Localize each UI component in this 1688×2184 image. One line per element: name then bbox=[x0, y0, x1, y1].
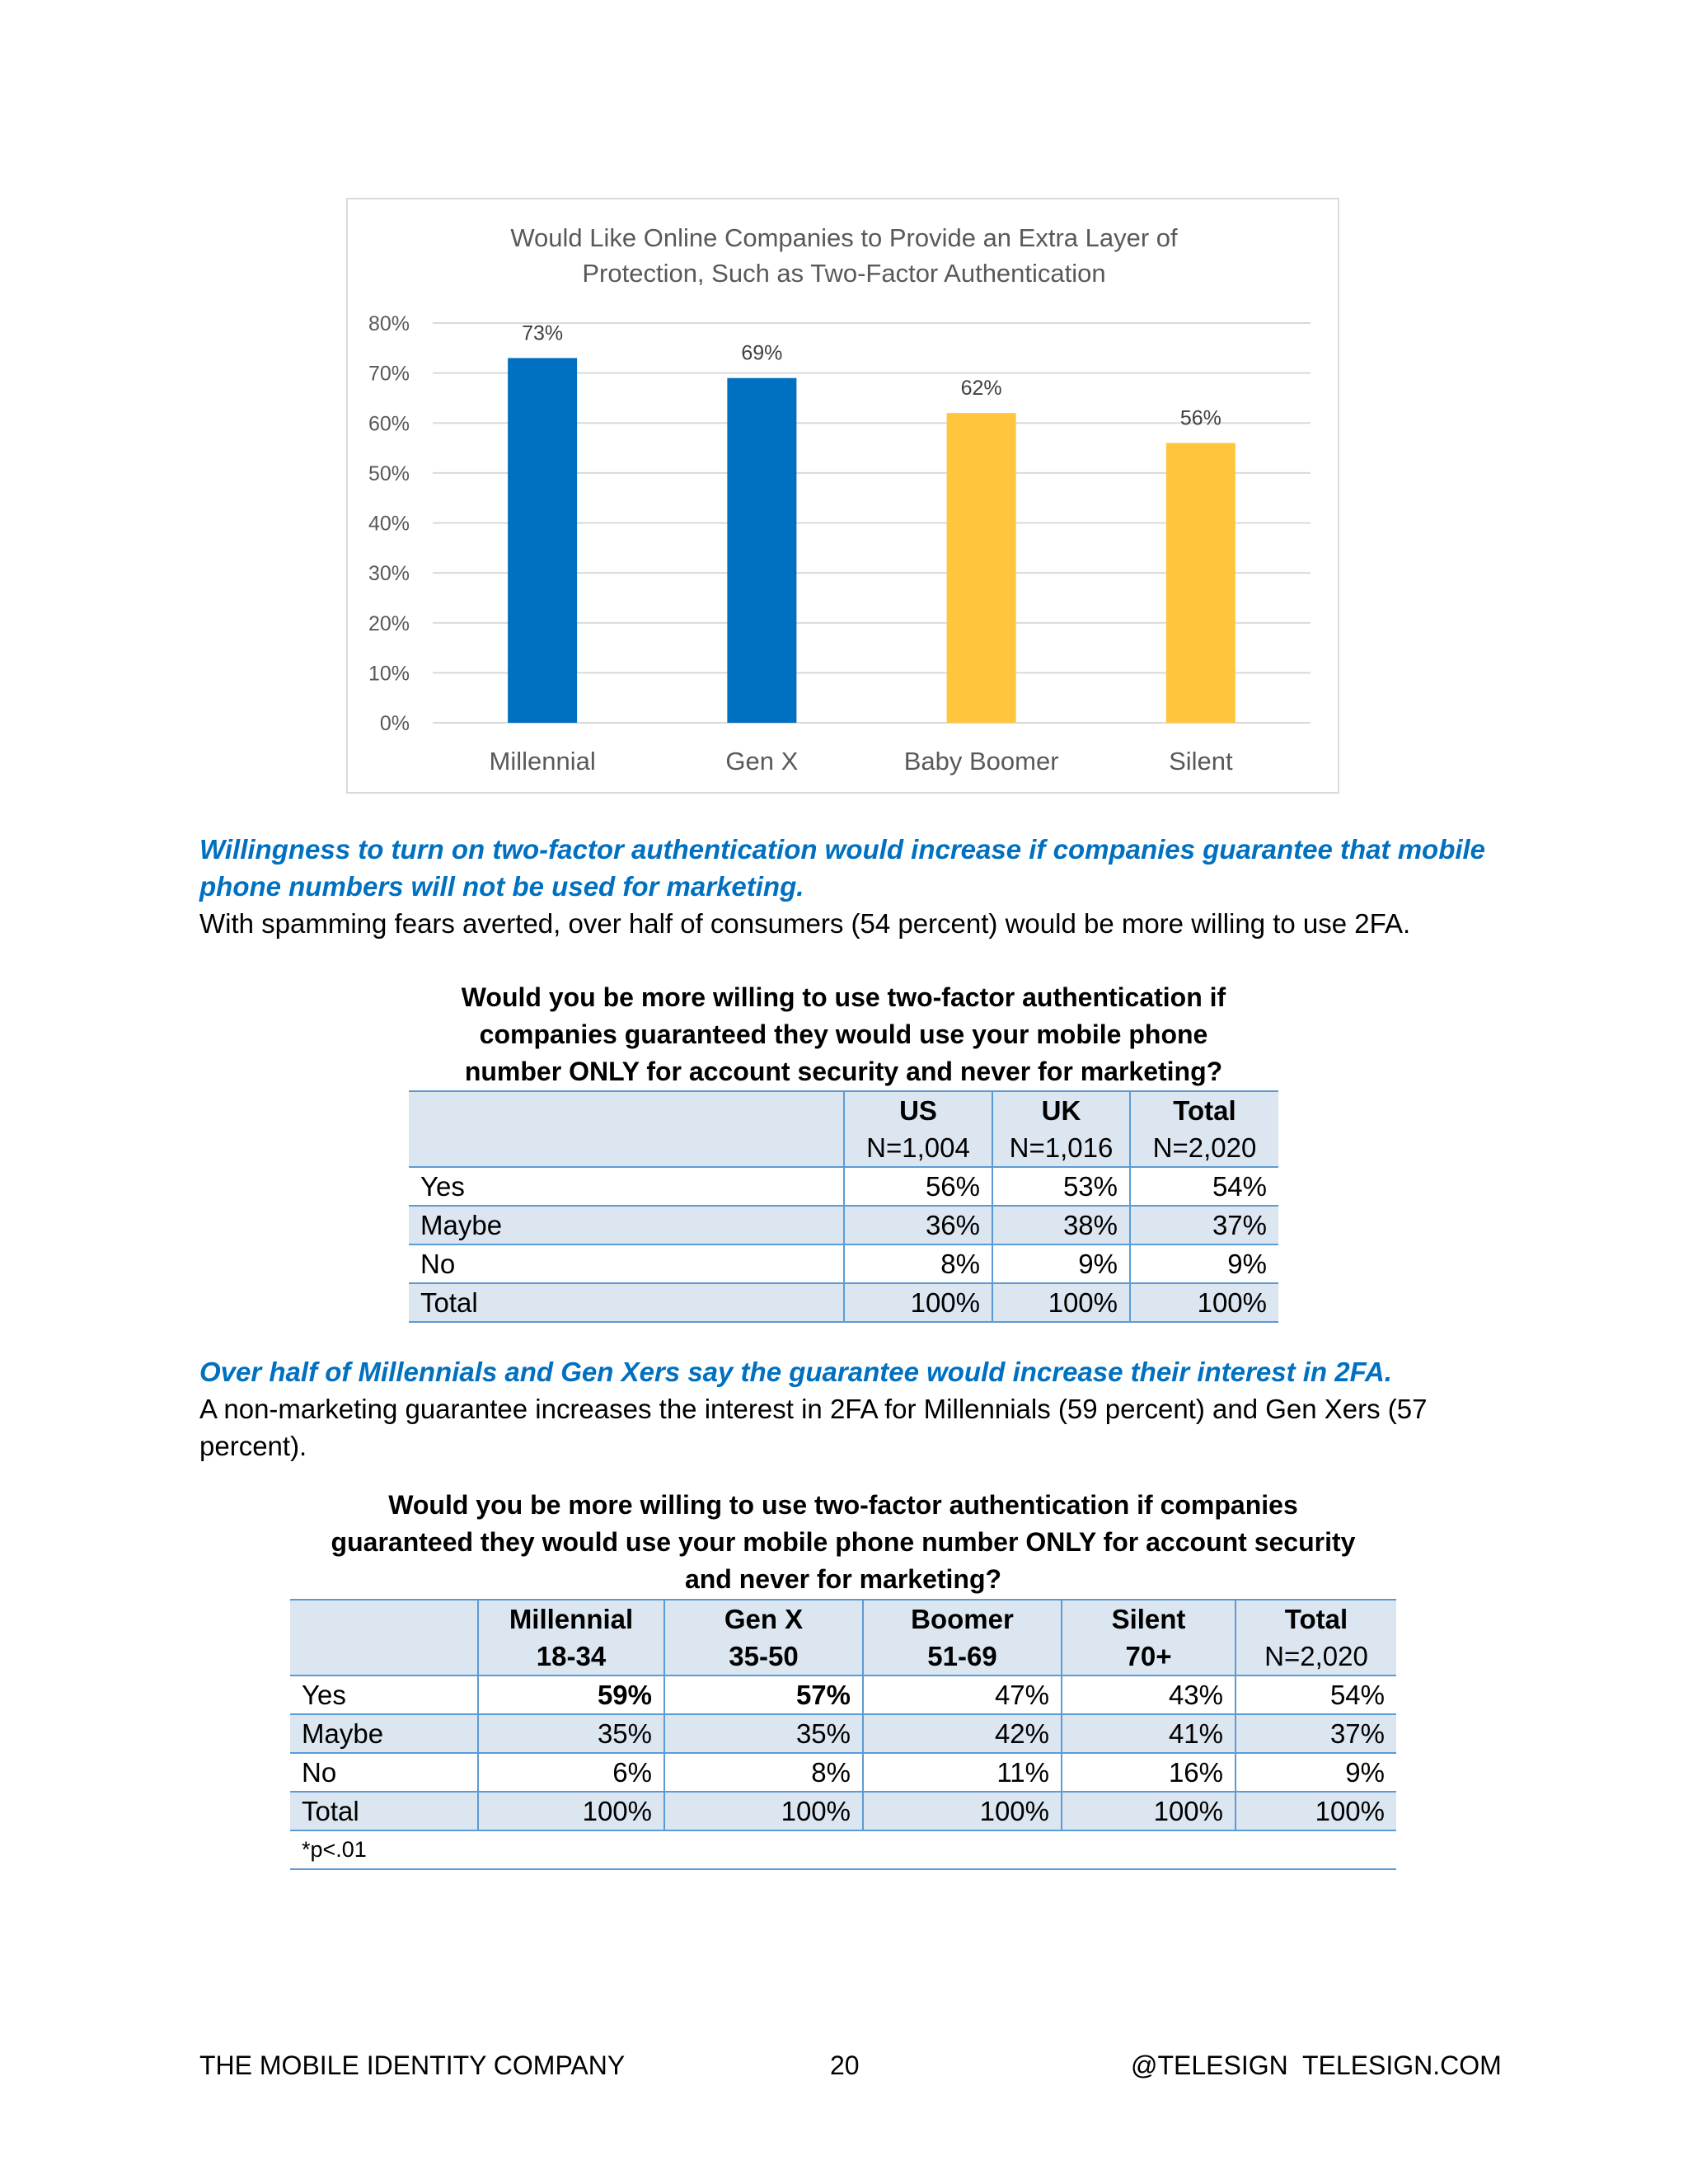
table1-col-header: Total bbox=[1130, 1091, 1278, 1129]
bar bbox=[1166, 443, 1236, 724]
table2-col-header: Gen X bbox=[664, 1600, 863, 1638]
x-tick-label: Gen X bbox=[725, 747, 799, 776]
section1-heading-line2: phone numbers will not be used for marketing. bbox=[199, 871, 804, 902]
table-row bbox=[290, 1753, 1396, 1792]
cell: 100% bbox=[1236, 1792, 1396, 1830]
y-tick-label: 50% bbox=[368, 462, 410, 485]
row-label: Yes bbox=[409, 1167, 844, 1206]
chart-title-line: Would Like Online Companies to Provide an Extra Layer of bbox=[510, 223, 1178, 252]
section1-body: With spamming fears averted, over half of consumers (54 percent) would be more willing to use 2FA. bbox=[199, 908, 1411, 939]
cell: 59% bbox=[478, 1675, 664, 1714]
chart-title-line: Protection, Such as Two-Factor Authentication bbox=[582, 259, 1106, 288]
section2-body-line1: A non-marketing guarantee increases the interest in 2FA for Millennials (59 percent) and Gen Xers (57 bbox=[199, 1394, 1428, 1424]
cell: 47% bbox=[863, 1675, 1062, 1714]
table1-title-line: number ONLY for account security and never for marketing? bbox=[464, 1057, 1223, 1086]
cell: 100% bbox=[1130, 1283, 1278, 1322]
y-tick-label: 20% bbox=[368, 612, 410, 635]
data-label: 69% bbox=[741, 341, 783, 365]
cell: 8% bbox=[664, 1753, 863, 1792]
table1-col-header: UK bbox=[992, 1091, 1130, 1129]
bar bbox=[508, 358, 577, 723]
cell: 56% bbox=[844, 1167, 992, 1206]
bar bbox=[947, 413, 1016, 723]
cell: 9% bbox=[1130, 1244, 1278, 1283]
x-tick-label: Millennial bbox=[489, 747, 596, 776]
bar-chart bbox=[346, 198, 1339, 794]
table2-corner bbox=[290, 1638, 478, 1675]
table2-title bbox=[290, 1487, 1396, 1598]
table2-col-sub: 70+ bbox=[1062, 1638, 1236, 1675]
row-label: Total bbox=[409, 1283, 844, 1322]
x-tick-label: Baby Boomer bbox=[903, 747, 1059, 776]
data-label: 73% bbox=[522, 321, 564, 345]
table-row bbox=[409, 1283, 1278, 1322]
footer-company: THE MOBILE IDENTITY COMPANY bbox=[199, 2050, 626, 2080]
table1-corner bbox=[409, 1091, 844, 1129]
cell: 37% bbox=[1130, 1206, 1278, 1244]
cell: 43% bbox=[1062, 1675, 1236, 1714]
cell: 11% bbox=[863, 1753, 1062, 1792]
table2-col-header: Millennial bbox=[478, 1600, 664, 1638]
table-row bbox=[409, 1167, 1278, 1206]
significance-note: *p<.01 bbox=[290, 1830, 1396, 1869]
table-row bbox=[290, 1675, 1396, 1714]
cell: 42% bbox=[863, 1714, 1062, 1753]
table1-col-header: US bbox=[844, 1091, 992, 1129]
table1-col-n: N=1,016 bbox=[992, 1129, 1130, 1167]
cell: 36% bbox=[844, 1206, 992, 1244]
table2-col-header: Silent bbox=[1062, 1600, 1236, 1638]
cell: 9% bbox=[1236, 1753, 1396, 1792]
y-tick-label: 70% bbox=[368, 362, 410, 386]
cell: 100% bbox=[478, 1792, 664, 1830]
y-tick-label: 10% bbox=[368, 662, 410, 686]
cell: 38% bbox=[992, 1206, 1130, 1244]
cell: 100% bbox=[844, 1283, 992, 1322]
row-label: Maybe bbox=[290, 1714, 478, 1753]
table2 bbox=[290, 1599, 1396, 1870]
y-tick-label: 30% bbox=[368, 562, 410, 586]
table2-corner bbox=[290, 1600, 478, 1638]
bar bbox=[727, 378, 796, 723]
table1-title-line: companies guaranteed they would use your mobile phone bbox=[479, 1019, 1208, 1049]
table2-col-sub: N=2,020 bbox=[1236, 1638, 1396, 1675]
table1 bbox=[409, 1090, 1278, 1323]
footer-page-number: 20 bbox=[830, 2050, 860, 2080]
data-label: 62% bbox=[960, 377, 1002, 401]
cell: 8% bbox=[844, 1244, 992, 1283]
cell: 16% bbox=[1062, 1753, 1236, 1792]
cell: 53% bbox=[992, 1167, 1130, 1206]
row-label: No bbox=[290, 1753, 478, 1792]
cell: 100% bbox=[1062, 1792, 1236, 1830]
y-tick-label: 60% bbox=[368, 412, 410, 436]
cell: 100% bbox=[664, 1792, 863, 1830]
table2-col-sub: 51-69 bbox=[863, 1638, 1062, 1675]
cell: 57% bbox=[664, 1675, 863, 1714]
table2-col-header: Total bbox=[1236, 1600, 1396, 1638]
footer-site: TELESIGN.COM bbox=[1302, 2050, 1502, 2080]
table1-col-n: N=2,020 bbox=[1130, 1129, 1278, 1167]
cell: 35% bbox=[478, 1714, 664, 1753]
table2-title-line: and never for marketing? bbox=[684, 1564, 1002, 1594]
table-row bbox=[409, 1244, 1278, 1283]
chart-svg bbox=[348, 199, 1341, 795]
table-row bbox=[290, 1792, 1396, 1830]
cell: 100% bbox=[992, 1283, 1130, 1322]
row-label: Total bbox=[290, 1792, 478, 1830]
row-label: No bbox=[409, 1244, 844, 1283]
table2-col-sub: 18-34 bbox=[478, 1638, 664, 1675]
cell: 9% bbox=[992, 1244, 1130, 1283]
table2-title-line: guaranteed they would use your mobile phone number ONLY for account security bbox=[331, 1527, 1356, 1557]
cell: 35% bbox=[664, 1714, 863, 1753]
cell: 6% bbox=[478, 1753, 664, 1792]
y-tick-label: 0% bbox=[379, 712, 410, 735]
table-row bbox=[409, 1206, 1278, 1244]
table2-col-header: Boomer bbox=[863, 1600, 1062, 1638]
cell: 37% bbox=[1236, 1714, 1396, 1753]
table2-col-sub: 35-50 bbox=[664, 1638, 863, 1675]
x-tick-label: Silent bbox=[1169, 747, 1233, 776]
table1-title bbox=[409, 979, 1278, 1090]
table1-col-n: N=1,004 bbox=[844, 1129, 992, 1167]
row-label: Yes bbox=[290, 1675, 478, 1714]
table1-corner bbox=[409, 1129, 844, 1167]
table1-title-line: Would you be more willing to use two-factor authentication if bbox=[461, 982, 1226, 1012]
section2-body-line2: percent). bbox=[199, 1431, 307, 1461]
y-tick-label: 40% bbox=[368, 512, 410, 536]
cell: 100% bbox=[863, 1792, 1062, 1830]
cell: 54% bbox=[1236, 1675, 1396, 1714]
section1-heading-line1: Willingness to turn on two-factor authentication would increase if companies guarantee that mobile bbox=[199, 834, 1486, 865]
table2-note-row bbox=[290, 1830, 1396, 1869]
y-tick-label: 80% bbox=[368, 312, 410, 335]
footer-handle: @TELESIGN bbox=[1131, 2050, 1288, 2080]
data-label: 56% bbox=[1179, 406, 1221, 430]
row-label: Maybe bbox=[409, 1206, 844, 1244]
table-row bbox=[290, 1714, 1396, 1753]
section2-heading: Over half of Millennials and Gen Xers say the guarantee would increase their interest in 2FA. bbox=[199, 1357, 1392, 1387]
table2-title-line: Would you be more willing to use two-factor authentication if companies bbox=[388, 1490, 1298, 1520]
cell: 41% bbox=[1062, 1714, 1236, 1753]
cell: 54% bbox=[1130, 1167, 1278, 1206]
